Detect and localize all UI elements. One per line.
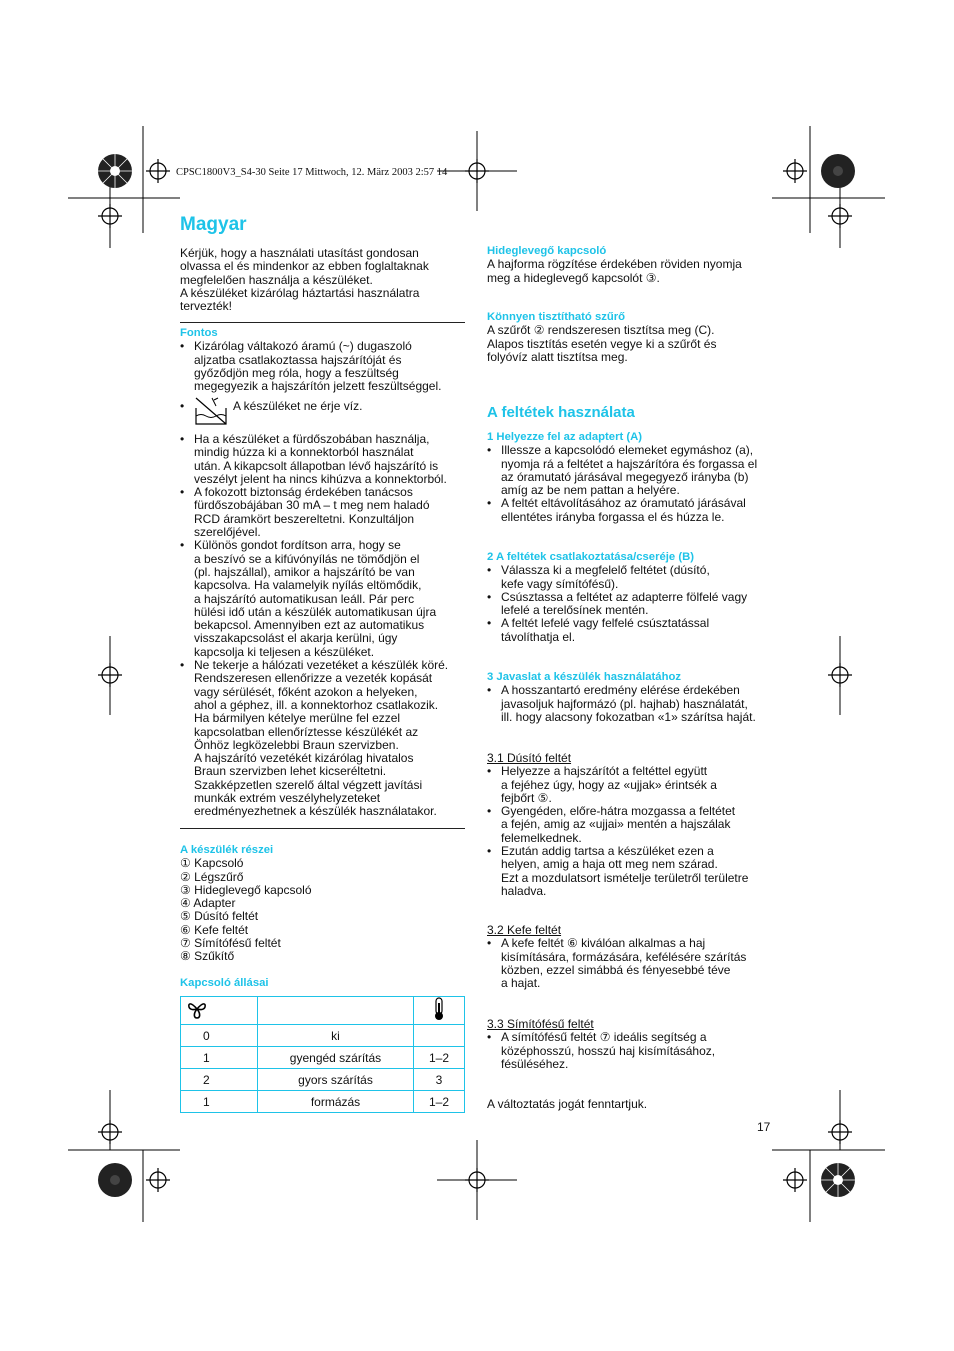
switch-table — [180, 996, 465, 1113]
table-row: 0 ki — [181, 1025, 465, 1047]
switch-heading: Kapcsoló állásai — [180, 977, 269, 989]
body-text: A szűrőt ② rendszeresen tisztítsa meg (C). — [487, 323, 715, 338]
part-item: ⑥ Kefe feltét — [180, 922, 249, 937]
closing-text: A változtatás jogát fenntartjuk. — [487, 1097, 648, 1111]
list-item: • Ezután addig tartsa a készüléket ezen a helyen, amig a haja ott meg nem szárad. Ezt a mozdulatsort ismételje területről területre haladva. — [487, 845, 787, 898]
no-water-icon — [194, 396, 228, 426]
part-item: ③ Hideglevegő kapcsoló — [180, 882, 312, 897]
divider — [180, 322, 465, 323]
parts-heading: A készülék részei — [180, 844, 274, 856]
list-item: • Csúsztassa a feltétet az adapterre fölfelé vagy lefelé a terelősínek mentén. — [487, 591, 787, 618]
section-heading: A feltétek használata — [487, 404, 635, 421]
list-item: • Ne tekerje a hálózati vezetéket a készülék köré. Rendszeresen ellenőrizze a vezeték kopását vagy sérülését, főként azokon a helyeken, ahol a géphez, ill. a konnektorhoz csatlakozik. Ha bármilyen kételye merülne fel ezzel kapcsolatban ellenőríztesse készülékét az Önhöz legközelebbi Braun szervizben. A hajszárító vezetékét kizárólag hivatalos Braun szervizben lehet kicseréltetni. Szakképzetlen szerelő által végzett javítási munkák extrém veszélyhelyzeteket eredményezhetnek a készülék használatakor. — [180, 659, 475, 819]
thermometer-icon — [432, 997, 446, 1021]
part-item: ⑧ Szűkítő — [180, 949, 235, 964]
table-row: 1 formázás 1–2 — [181, 1091, 465, 1113]
list-item: • Gyengéden, előre-hátra mozgassa a feltétet a fején, amig az «ujjai» mentén a hajszálak felemelkednek. — [487, 805, 787, 845]
list-item: • A hosszantartó eredmény elérése érdekében javasoljuk hajformázó (pl. hajhab) használatát, ill. hogy alacsony fokozatban «1» szárítsa haját. — [487, 684, 787, 724]
page-number: 17 — [757, 1120, 771, 1134]
body-text: A hajforma rögzítése érdekében röviden nyomja — [487, 257, 742, 272]
part-item: ⑦ Símítófésű feltét — [180, 936, 281, 951]
step-heading: 2 A feltétek csatlakoztatása/cseréje (B) — [487, 551, 695, 563]
step-heading: 3 Javaslat a készülék használatához — [487, 671, 682, 683]
list-item: • Különös gondot fordítson arra, hogy se a beszívó se a kifúvónyílás ne tömődjön el (pl. hajszállal), amikor a hajszárító be van kapcsolva. Ha valamelyik nyílás eltömődik, a hajszárító automatikusan leáll. Pár perc hülési idő után a készülék automatikusan újra bekapcsol. Amennyiben ezt az automatikus visszakapcsolást el akarja kerülni, úgy kapcsolja ki teljesen a készüléket. — [180, 539, 475, 659]
body-text: Alapos tisztítás esetén vegye ki a szűrőt és — [487, 336, 717, 351]
list-item: • Helyezze a hajszárítót a feltéttel együtt a fejéhez úgy, hogy az «ujjak» érintsék a fejbőrt ⑤. — [487, 765, 787, 805]
part-item: ② Légszűrő — [180, 869, 244, 884]
subsection-heading: 3.2 Kefe feltét — [487, 923, 562, 937]
intro-text: Kérjük, hogy a használati utasítást gondosan olvassa el és mindenkor az ebben foglaltaknak megfelelően használja a készüléket. A készüléket kizárólag háztartási használatra tervezték! — [180, 246, 429, 314]
list-item: • A kefe feltét ⑥ kiválóan alkalmas a haj kisímítására, formázására, kefélésére szárítás közben, ezzel simábbá és fényesebbé téve a hajat. — [487, 937, 787, 990]
list-item: • A símítófésű feltét ⑦ ideális segítség a középhosszú, hosszú haj kisímításához, fésüléséhez. — [487, 1031, 787, 1071]
list-item: • Válassza ki a megfelelő feltétet (dúsító, kefe vagy símítófésű). — [487, 564, 787, 591]
subsection-heading: 3.3 Símítófésű feltét — [487, 1017, 594, 1031]
print-header: CPSC1800V3_S4-30 Seite 17 Mittwoch, 12. März 2003 2:57 14 — [176, 167, 448, 178]
list-item: • Ha a készüléket a fürdőszobában használja, mindig húzza ki a konnektorból használat után. A kikapcsolt állapotban lévő hajszárító is veszélyt jelent ha nincs kihúzva a konnektorból. — [180, 433, 475, 486]
part-item: ① Kapcsoló — [180, 856, 244, 871]
filter-heading: Könnyen tisztítható szűrő — [487, 311, 626, 323]
list-item: • A fokozott biztonság érdekében tanácsos fürdőszobájában 30 mA – t meg nem haladó RCD áramkört beszereltetni. Konzultáljon szerelőjével. — [180, 486, 475, 539]
divider — [180, 828, 465, 829]
table-row: 2 gyors szárítás 3 — [181, 1069, 465, 1091]
part-item: ⑤ Dúsító feltét — [180, 909, 259, 924]
cold-air-heading: Hideglevegő kapcsoló — [487, 245, 607, 257]
list-item: • Kizárólag váltakozó áramú (~) dugaszoló aljzatba csatlakoztassa hajszárítóját és győződjön meg róla, hogy a feszültség megegyezik a hajszárítón jelzett feszültséggel. — [180, 340, 470, 393]
list-item: • A feltét lefelé vagy felfelé csúsztatással távolíthatja el. — [487, 617, 787, 644]
step-heading: 1 Helyezze fel az adaptert (A) — [487, 431, 643, 443]
body-text: folyóvíz alatt tisztítsa meg. — [487, 349, 628, 364]
subsection-heading: 3.1 Dúsító feltét — [487, 751, 572, 765]
fontos-heading: Fontos — [180, 327, 218, 339]
table-row: 1 gyengéd szárítás 1–2 — [181, 1047, 465, 1069]
list-item: • A feltét eltávolításához az óramutató járásával ellentétes irányba forgassa el és húzza le. — [487, 497, 787, 524]
body-text: meg a hideglevegő kapcsolót ③. — [487, 270, 660, 285]
fan-icon — [185, 998, 209, 1020]
part-item: ④ Adapter — [180, 896, 236, 911]
page-title: Magyar — [180, 214, 247, 235]
list-item: • Illessze a kapcsolódó elemeket egymáshoz (a), nyomja rá a feltétet a hajszárítóra és forgassa el az óramutató járásával megegyező irányba (b) amíg az be nem pattan a helyére. — [487, 444, 787, 497]
